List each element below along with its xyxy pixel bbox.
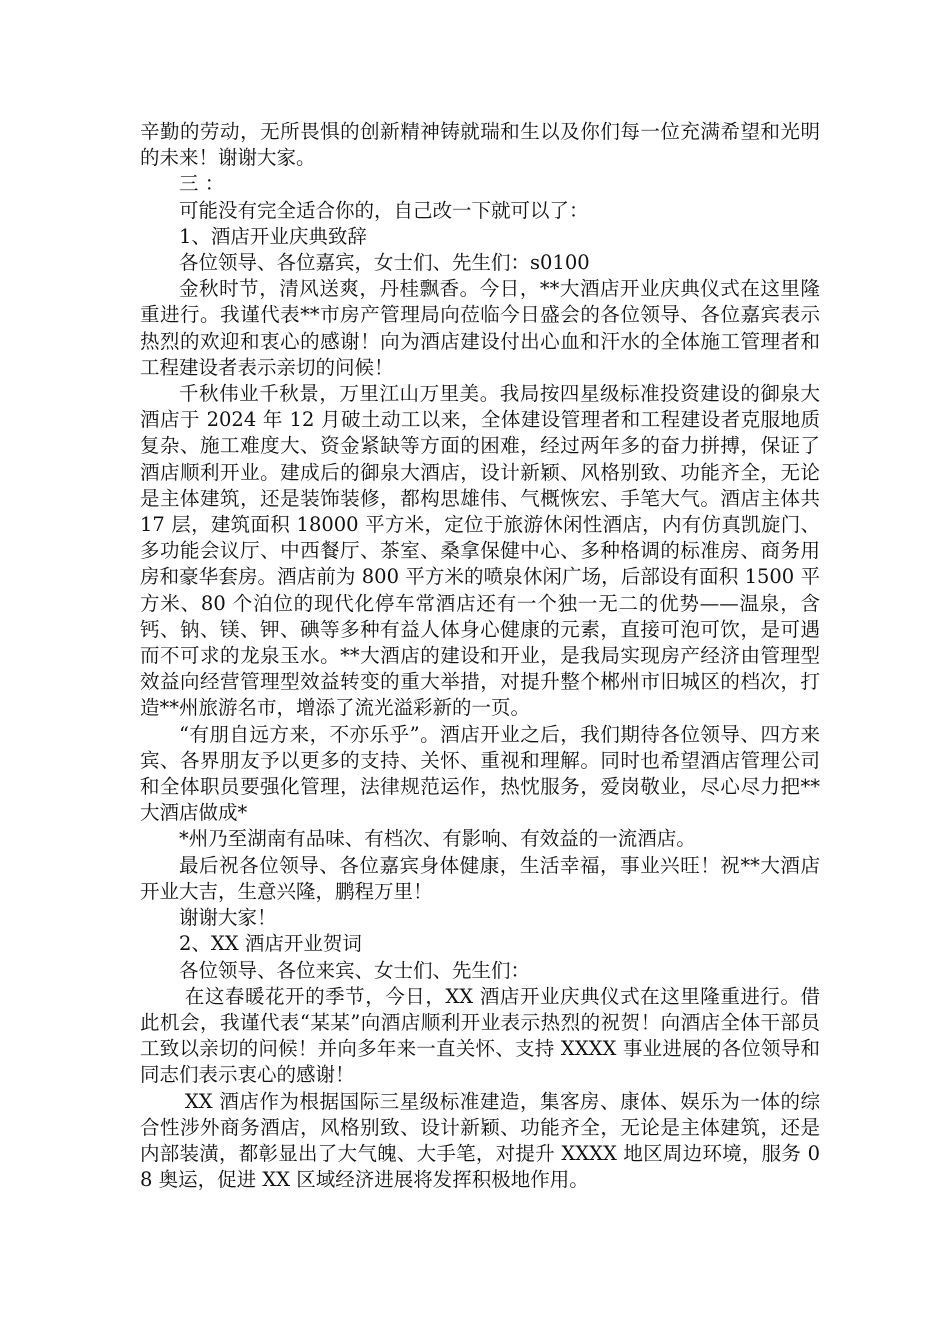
speech-2-salutation: 各位领导、各位来宾、女士们、先生们： — [179, 958, 531, 982]
speech-1-thanks: 谢谢大家！ — [179, 906, 277, 930]
paragraph-intro-note: 可能没有完全适合你的，自己改一下就可以了： — [179, 198, 589, 222]
speech-2-paragraph-hotel-description: XX 酒店作为根据国际三星级标准建造，集客房、康体、娱乐为一体的综合性涉外商务酒店，风格别致、设计新颖、功能齐全，无论是主体建筑，还是内部装潢，都彰显出了大气魄、大手笔，对提升 XXXX 地区周边环境，服务 08 奥运，促进 XX 区域经济进展将发挥积极地作用。 — [140, 1089, 820, 1192]
speech-title-2: 2、XX 酒店开业贺词 — [179, 932, 362, 956]
speech-1-paragraph-continuation: *州乃至湖南有品味、有档次、有影响、有效益的一流酒店。 — [179, 827, 696, 851]
speech-title-1: 1、酒店开业庆典致辞 — [179, 224, 367, 248]
speech-1-paragraph-opening: 金秋时节，清风送爽，丹桂飘香。今日，**大酒店开业庆典仪式在这里隆重进行。我谨代表**市房产管理局向莅临今日盛会的各位领导、各位嘉宾表示热烈的欢迎和衷心的感谢！向为酒店建设付出心血和汗水的全体施工管理者和工程建设者表示亲切的问候！ — [140, 277, 820, 379]
speech-2-paragraph-opening: 在这春暖花开的季节，今日，XX 酒店开业庆典仪式在这里隆重进行。借此机会，我谨代表“某某”向酒店顺利开业表示热烈的祝贺！向酒店全体干部员工致以亲切的问候！并向多年来一直关怀、支持 XXXX 事业进展的各位领导和同志们表示衷心的感谢！ — [140, 984, 820, 1087]
section-heading-three: 三 ： — [179, 172, 225, 196]
speech-1-paragraph-expectations: “有朋自远方来，不亦乐乎”。酒店开业之后，我们期待各位领导、四方来宾、各界朋友予以更多的支持、关怀、重视和理解。同时也希望酒店管理公司和全体职员要强化管理，法律规范运作，热忱服务，爱岗敬业，尽心尽力把**大酒店做成* — [140, 722, 820, 825]
speech-1-paragraph-wishes: 最后祝各位领导、各位嘉宾身体健康，生活幸福，事业兴旺！祝**大酒店开业大吉，生意兴隆，鹏程万里！ — [140, 853, 820, 903]
speech-1-paragraph-hotel-description: 千秋伟业千秋景，万里江山万里美。我局按四星级标准投资建设的御泉大酒店于 2024 年 12 月破土动工以来，全体建设管理者和工程建设者克服地质复杂、施工难度大、资金紧缺等方面的困难，经过两年多的奋力拼搏，保证了酒店顺利开业。建成后的御泉大酒店，设计新颖、风格别致、功能齐全，无论是主体建筑，还是装饰装修，都构思雄伟、气概恢宏、手笔大气。酒店主体共 17 层，建筑面积 18000 平方米，定位于旅游休闲性酒店，内有仿真凯旋门、多功能会议厅、中西餐厅、茶室、桑拿保健中心、多种格调的标准房、商务用房和豪华套房。酒店前为 800 平方米的喷泉休闲广场，后部设有面积 1500 平方米、80 个泊位的现代化停车常酒店还有一个独一无二的优势——温泉，含钙、钠、镁、钾、碘等多种有益人体身心健康的元素，直接可泡可饮，是可遇而不可求的龙泉玉水。**大酒店的建设和开业，是我局实现房产经济由管理型效益向经营管理型效益转变的重大举措，对提升整个郴州市旧城区的档次，打造**州旅游名市，增添了流光溢彩新的一页。 — [140, 382, 820, 720]
document-body — [140, 119, 820, 1193]
paragraph-closing-thanks: 辛勤的劳动，无所畏惧的创新精神铸就瑞和生以及你们每一位充满希望和光明的未来！谢谢大家。 — [140, 120, 820, 170]
speech-1-salutation: 各位领导、各位嘉宾，女士们、先生们：s0100 — [179, 251, 590, 275]
